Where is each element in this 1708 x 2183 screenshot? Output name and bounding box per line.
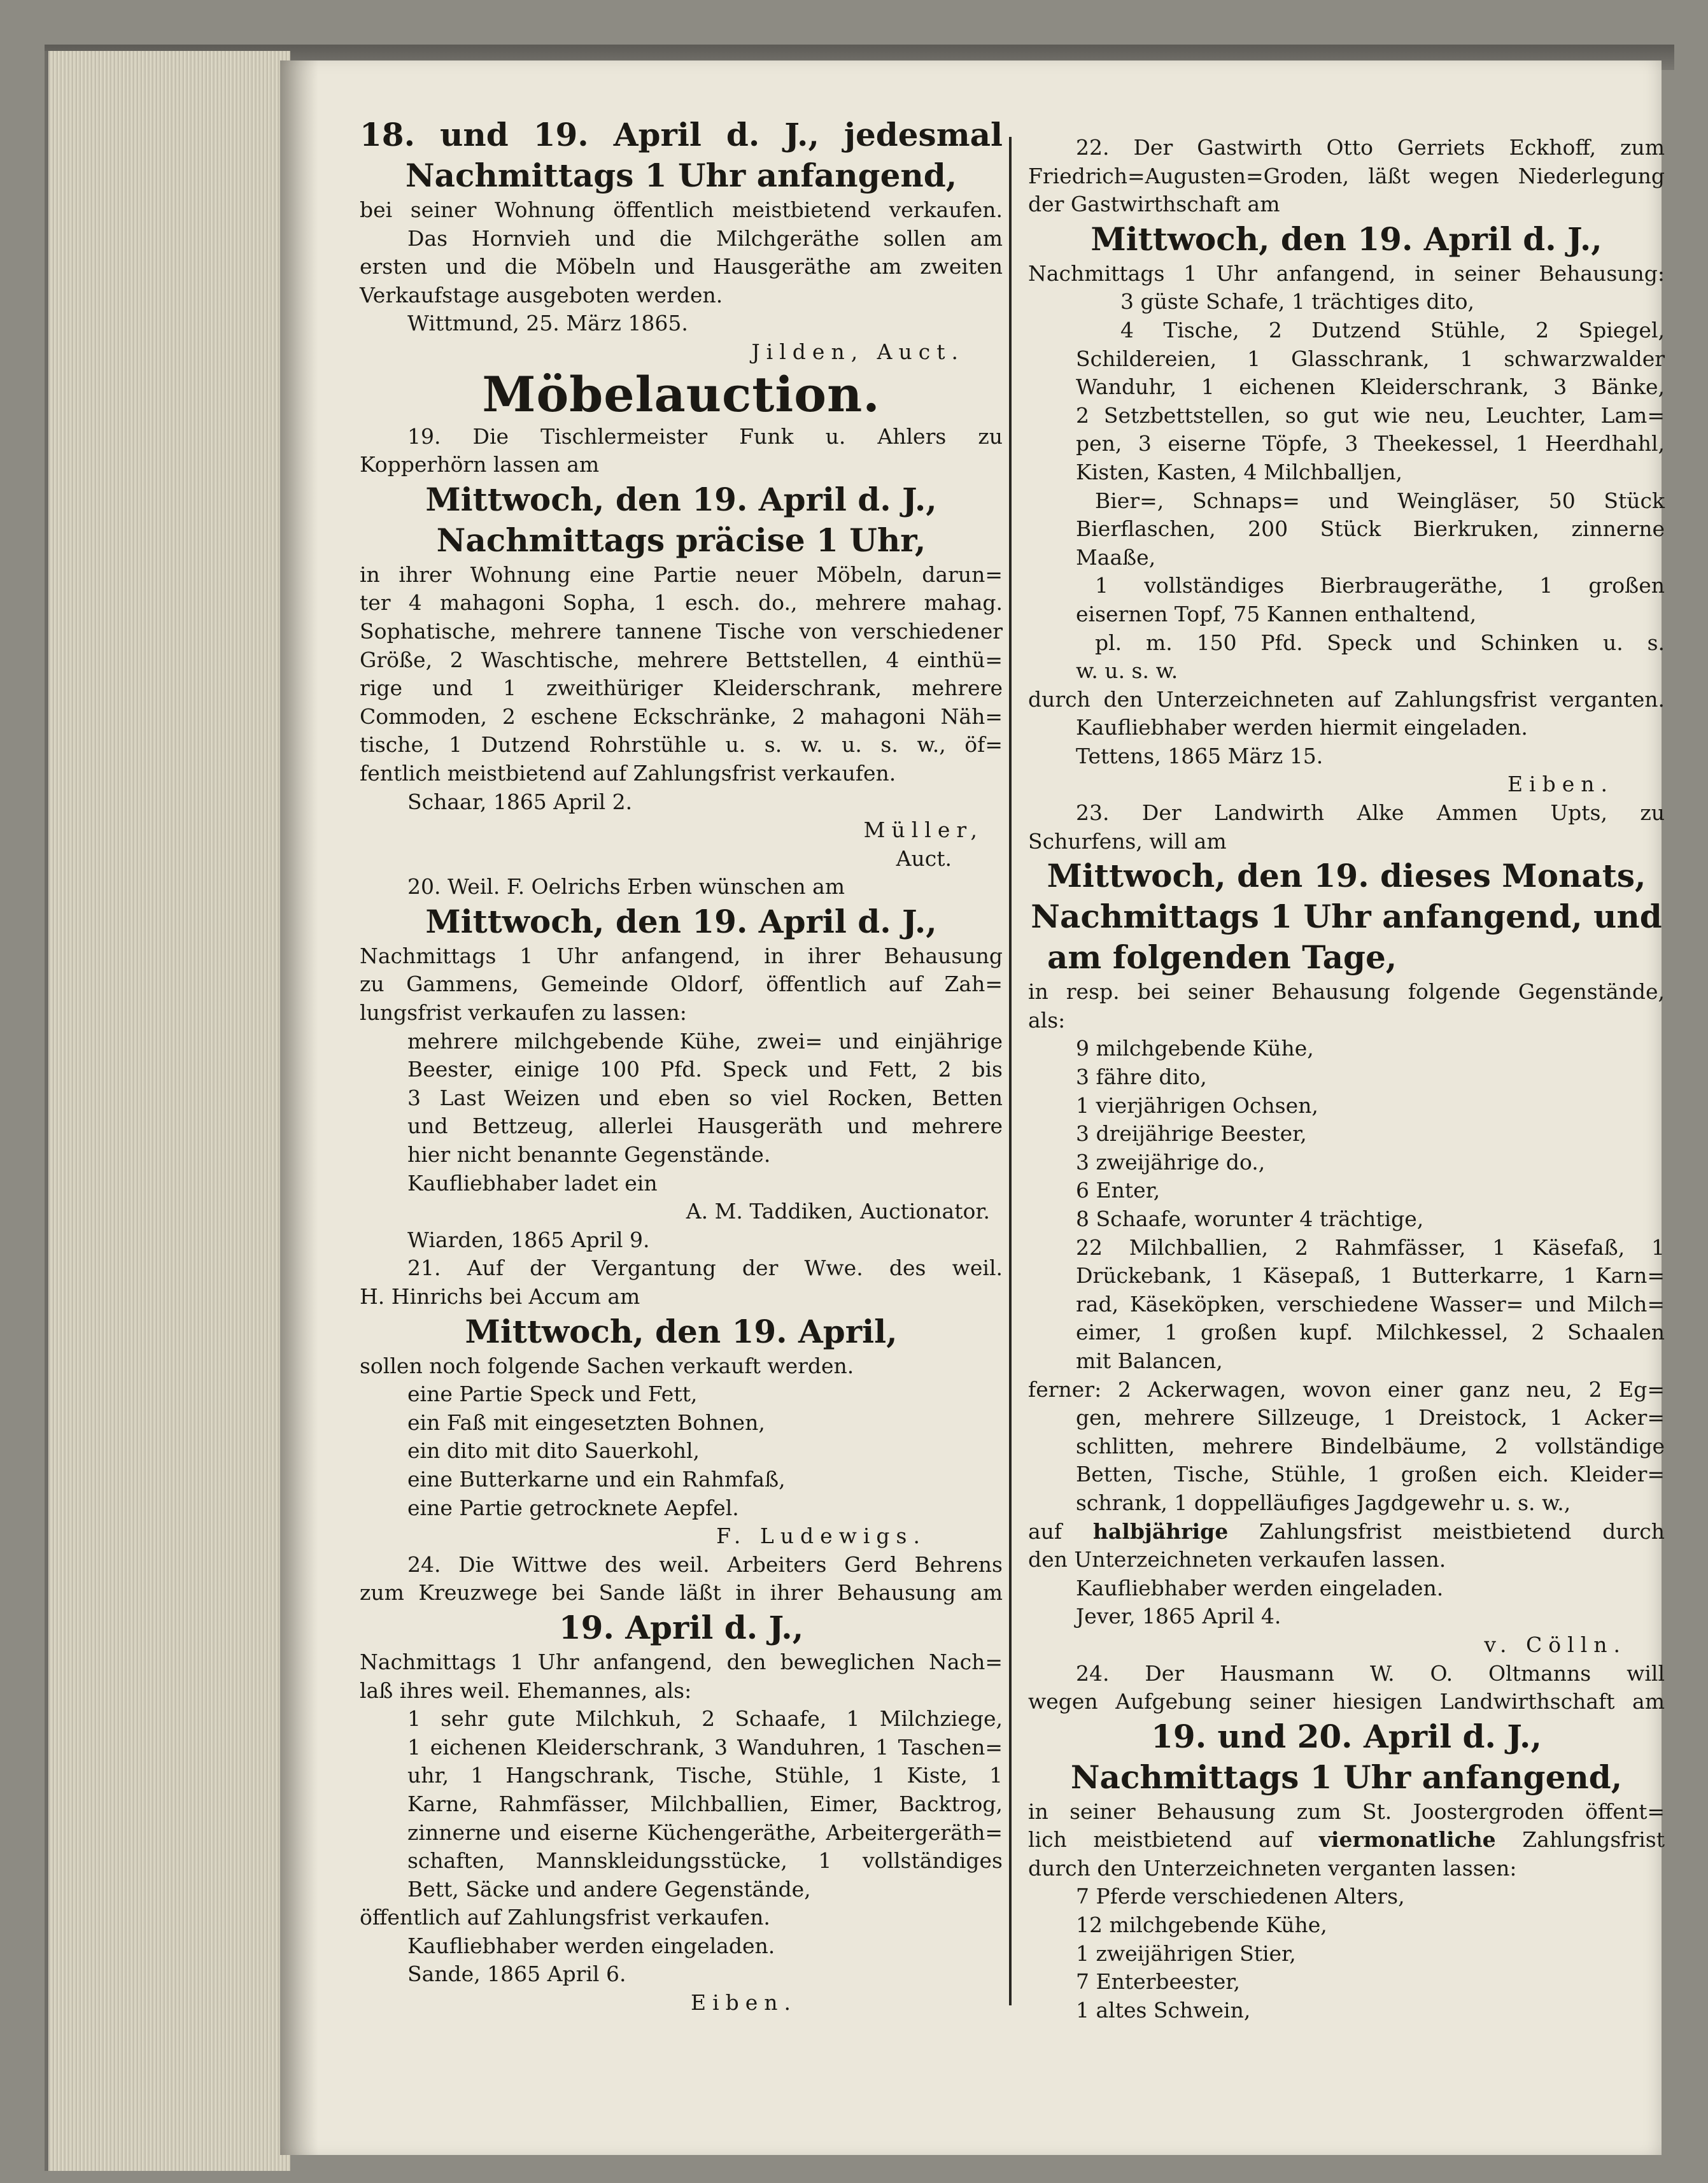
text-line: schrank, 1 doppelläufiges Jagdgewehr u. s. w., [1076,1490,1571,1515]
auction-heading: Nachmittags 1 Uhr anfangend, [1070,1758,1623,1796]
item-line: und Bettzeug, allerlei Hausgeräth und mehrere [407,1113,1003,1139]
auction-heading: Mittwoch, den 19. dieses Monats, [1047,857,1646,895]
text-line: Commoden, 2 eschene Eckschränke, 2 mahagoni Näh= [360,703,1003,729]
left-column [360,115,1003,2017]
text-line: durch den Unterzeichneten auf Zahlungsfrist verganten. [1028,686,1665,712]
item-line: 3 fähre dito, [1076,1064,1207,1090]
text-line: Schurfens, will am [1028,828,1227,854]
text-line: Das Hornvieh und die Milchgeräthe sollen am [407,225,1003,251]
text-line: Kaufliebhaber ladet ein [407,1170,658,1196]
text-line: Kaufliebhaber werden hiermit eingeladen. [1076,715,1528,740]
auction-heading: Mittwoch, den 19. April d. J., [425,902,937,940]
text-line: Friedrich=Augusten=Groden, läßt wegen Niederlegung [1028,163,1665,188]
auction-heading: Mittwoch, den 19. April, [465,1312,898,1350]
date-line: Tettens, 1865 März 15. [1076,743,1323,768]
auction-heading: Mittwoch, den 19. April d. J., [1090,220,1602,258]
text-line: als: [1028,1007,1066,1033]
date-line: Schaar, 1865 April 2. [407,789,633,814]
section-title-moebelauction: Möbelauction. [482,365,880,423]
item-line: ein Faß mit eingesetzten Bohnen, [407,1409,765,1435]
text-line: Verkaufstage ausgeboten werden. [360,282,723,307]
text-line: Sophatische, mehrere tannene Tische von verschiedener [360,618,1003,644]
text-line: gen, mehrere Sillzeuge, 1 Dreistock, 1 Acker= [1076,1405,1665,1431]
text-line: laß ihres weil. Ehemannes, als: [360,1678,692,1703]
item-line: Wanduhr, 1 eichenen Kleiderschrank, 3 Bänke, [1076,374,1665,400]
item-line: 1 vollständiges Bierbraugeräthe, 1 großen [1095,573,1665,598]
item-line: Bier=, Schnaps= und Weingläser, 50 Stück [1095,488,1665,513]
spine-shadow [280,60,318,2155]
item-line: 1 altes Schwein, [1076,1997,1251,2023]
text-line: Kaufliebhaber werden eingeladen. [407,1933,775,1958]
item-line: 7 Enterbeester, [1076,1969,1240,1995]
date-line: Jever, 1865 April 4. [1076,1604,1281,1629]
signature: Eiben. [1507,772,1614,797]
text-line: schlitten, mehrere Bindelbäume, 2 vollständige [1076,1433,1665,1459]
text-line: ferner: 2 Ackerwagen, wovon einer ganz neu, 2 Eg= [1028,1376,1665,1402]
text-line: 22. Der Gastwirth Otto Gerriets Eckhoff, zum [1076,135,1665,160]
auction-heading: Mittwoch, den 19. April d. J., [425,480,937,518]
text-line: sollen noch folgende Sachen verkauft werden. [360,1353,854,1378]
text-line: Größe, 2 Waschtische, mehrere Bettstellen, 4 einthü= [360,647,1003,672]
item-line: 6 Enter, [1076,1178,1161,1203]
text-line: in resp. bei seiner Behausung folgende Gegenstände, [1028,979,1665,1005]
auction-heading: am folgenden Tage, [1047,938,1397,977]
item-line: 3 dreijährige Beester, [1076,1121,1307,1147]
text-line: Nachmittags 1 Uhr anfangend, den beweglichen Nach= [360,1649,1003,1674]
item-line: rad, Käseköpken, verschiedene Wasser= und Milch= [1076,1291,1665,1317]
right-column [1028,134,1665,2024]
text-line: 21. Auf der Vergantung der Wwe. des weil. [407,1255,1003,1281]
item-line: 2 Setzbettstellen, so gut wie neu, Leuchter, Lam= [1076,402,1665,428]
terms-line [1028,1826,1665,1854]
text-line: Nachmittags 1 Uhr anfangend, in seiner Behausung: [1028,260,1665,286]
text-line: zum Kreuzwege bei Sande läßt in ihrer Behausung am [360,1580,1003,1606]
item-line: eisernen Topf, 75 Kannen enthaltend, [1076,601,1477,626]
text-line: ter 4 mahagoni Sopha, 1 esch. do., mehrere mahag. [360,590,1003,616]
item-line: 9 milchgebende Kühe, [1076,1036,1314,1061]
signature: Müller, [863,817,984,843]
item-line: 1 sehr gute Milchkuh, 2 Schaafe, 1 Milchziege, [407,1706,1003,1732]
item-line: eine Partie Speck und Fett, [407,1381,698,1407]
text-line: fentlich meistbietend auf Zahlungsfrist verkaufen. [360,760,896,786]
item-line: Bett, Säcke und andere Gegenstände, [407,1876,811,1902]
text-line: 23. Der Landwirth Alke Ammen Upts, zu [1076,800,1665,826]
auction-heading: 19. und 20. April d. J., [1151,1717,1542,1755]
signature: A. M. Taddiken, Auctionator. [686,1199,990,1224]
item-line: 4 Tische, 2 Dutzend Stühle, 2 Spiegel, [1120,317,1665,343]
item-line: eine Partie getrocknete Aepfel. [407,1495,739,1520]
item-line: 1 vierjährigen Ochsen, [1076,1092,1318,1118]
date-line: Sande, 1865 April 6. [407,1961,626,1987]
item-line: Bierflaschen, 200 Stück Bierkruken, zinnerne [1076,516,1665,542]
item-line: 22 Milchballien, 2 Rahmfässer, 1 Käsefaß, 1 [1076,1234,1665,1260]
text-line: 24. Die Wittwe des weil. Arbeiters Gerd Behrens [407,1551,1003,1577]
item-line: pen, 3 eiserne Töpfe, 3 Theekessel, 1 Heerdhahl, [1076,431,1665,456]
auction-heading: Nachmittags präcise 1 Uhr, [436,521,926,559]
item-line: 3 zweijährige do., [1076,1149,1266,1175]
item-line: 7 Pferde verschiedenen Alters, [1076,1884,1405,1909]
text-line: rige und 1 zweithüriger Kleiderschrank, mehrere [360,675,1003,701]
item-line: mehrere milchgebende Kühe, zwei= und einjährige [407,1028,1003,1054]
text-line: Nachmittags 1 Uhr anfangend, in ihrer Behausung [360,943,1003,968]
terms-prefix: lich meistbietend auf [1028,1827,1293,1853]
text-line: tische, 1 Dutzend Rohrstühle u. s. w. u. s. w., öf= [360,732,1003,758]
text-line: der Gastwirthschaft am [1028,192,1280,217]
item-line: 12 milchgebende Kühe, [1076,1912,1327,1938]
text-line: zu Gammens, Gemeinde Oldorf, öffentlich auf Zah= [360,971,1003,997]
item-line: 1 zweijährigen Stier, [1076,1940,1296,1966]
terms-suffix: Zahlungsfrist [1522,1827,1665,1853]
item-line: 3 güste Schafe, 1 trächtiges dito, [1120,289,1474,314]
item-line: w. u. s. w. [1076,658,1178,684]
item-line: mit Balancen, [1076,1348,1223,1373]
signature: v. Cölln. [1484,1632,1627,1657]
auction-heading: 19. April d. J., [558,1608,804,1646]
signature: Eiben. [691,1990,798,2016]
text-line: wegen Aufgebung seiner hiesigen Landwirthschaft am [1028,1689,1665,1714]
item-line: Kisten, Kasten, 4 Milchballjen, [1076,459,1402,484]
text-line: durch den Unterzeichneten verganten lassen: [1028,1855,1517,1881]
text-line: Kopperhörn lassen am [360,452,600,477]
item-line: Karne, Rahmfässer, Milchballien, Eimer, Backtrog, [407,1791,1003,1816]
item-line: Drückebank, 1 Käsepaß, 1 Butterkarre, 1 Karn= [1076,1263,1665,1289]
item-line: eimer, 1 großen kupf. Milchkessel, 2 Schaalen [1076,1320,1665,1345]
terms-line [1028,1518,1665,1546]
item-line: hier nicht benannte Gegenstände. [407,1142,771,1168]
column-divider [1009,137,1012,2005]
item-line: uhr, 1 Hangschrank, Tische, Stühle, 1 Kiste, 1 [407,1763,1003,1788]
item-line: Beester, einige 100 Pfd. Speck und Fett, 2 bis [407,1057,1003,1082]
auction-heading: Nachmittags 1 Uhr anfangend, und [1031,898,1662,936]
text-line: bei seiner Wohnung öffentlich meistbietend verkaufen. [360,197,1003,222]
top-heading-1: 18. und 19. April d. J., jedesmal [360,116,1003,153]
item-line: Maaße, [1076,544,1156,570]
top-heading-2: Nachmittags 1 Uhr anfangend, [405,157,957,194]
signature: F. Ludewigs. [716,1523,926,1549]
text-line: ersten und die Möbeln und Hausgeräthe am zweiten [360,254,1003,279]
text-line: den Unterzeichneten verkaufen lassen. [1028,1547,1446,1572]
page-edges [45,51,290,2171]
item-line: schaften, Mannskleidungsstücke, 1 vollständiges [407,1848,1003,1874]
item-line: ein dito mit dito Sauerkohl, [407,1438,700,1464]
terms-bold: halbjährige [1092,1518,1229,1544]
text-line: 20. Weil. F. Oelrichs Erben wünschen am [407,874,845,900]
item-line: 3 Last Weizen und eben so viel Rocken, Betten [407,1085,1003,1110]
text-line: öffentlich auf Zahlungsfrist verkaufen. [360,1905,770,1930]
text-line: Kaufliebhaber werden eingeladen. [1076,1575,1444,1600]
item-line: pl. m. 150 Pfd. Speck und Schinken u. s. [1095,630,1665,655]
terms-prefix: auf [1028,1518,1062,1544]
signature: Jilden, Auct. [751,339,964,364]
item-line: 1 eichenen Kleiderschrank, 3 Wanduhren, 1 Taschen= [407,1734,1003,1760]
text-line: lungsfrist verkaufen zu lassen: [360,1000,687,1026]
item-line: Schildereien, 1 Glasschrank, 1 schwarzwalder [1076,346,1665,371]
item-line: zinnerne und eiserne Küchengeräthe, Arbeitergeräth= [407,1819,1003,1845]
item-line: eine Butterkarne und ein Rahmfaß, [407,1466,786,1492]
text-line: in ihrer Wohnung eine Partie neuer Möbeln, darun= [360,562,1003,587]
text-line: Betten, Tische, Stühle, 1 großen eich. Kleider= [1076,1462,1665,1487]
terms-suffix: Zahlungsfrist meistbietend durch [1259,1518,1665,1544]
text-line: H. Hinrichs bei Accum am [360,1284,640,1309]
terms-bold: viermonatliche [1318,1827,1496,1853]
item-line: 8 Schaafe, worunter 4 trächtige, [1076,1206,1424,1231]
signature-title: Auct. [896,845,952,871]
text-line: 19. Die Tischlermeister Funk u. Ahlers zu [407,423,1003,449]
date-line: Wiarden, 1865 April 9. [407,1227,650,1252]
date-line: Wittmund, 25. März 1865. [407,311,688,336]
text-line: in seiner Behausung zum St. Joostergroden öffent= [1028,1798,1665,1824]
text-line: 24. Der Hausmann W. O. Oltmanns will [1076,1660,1665,1686]
